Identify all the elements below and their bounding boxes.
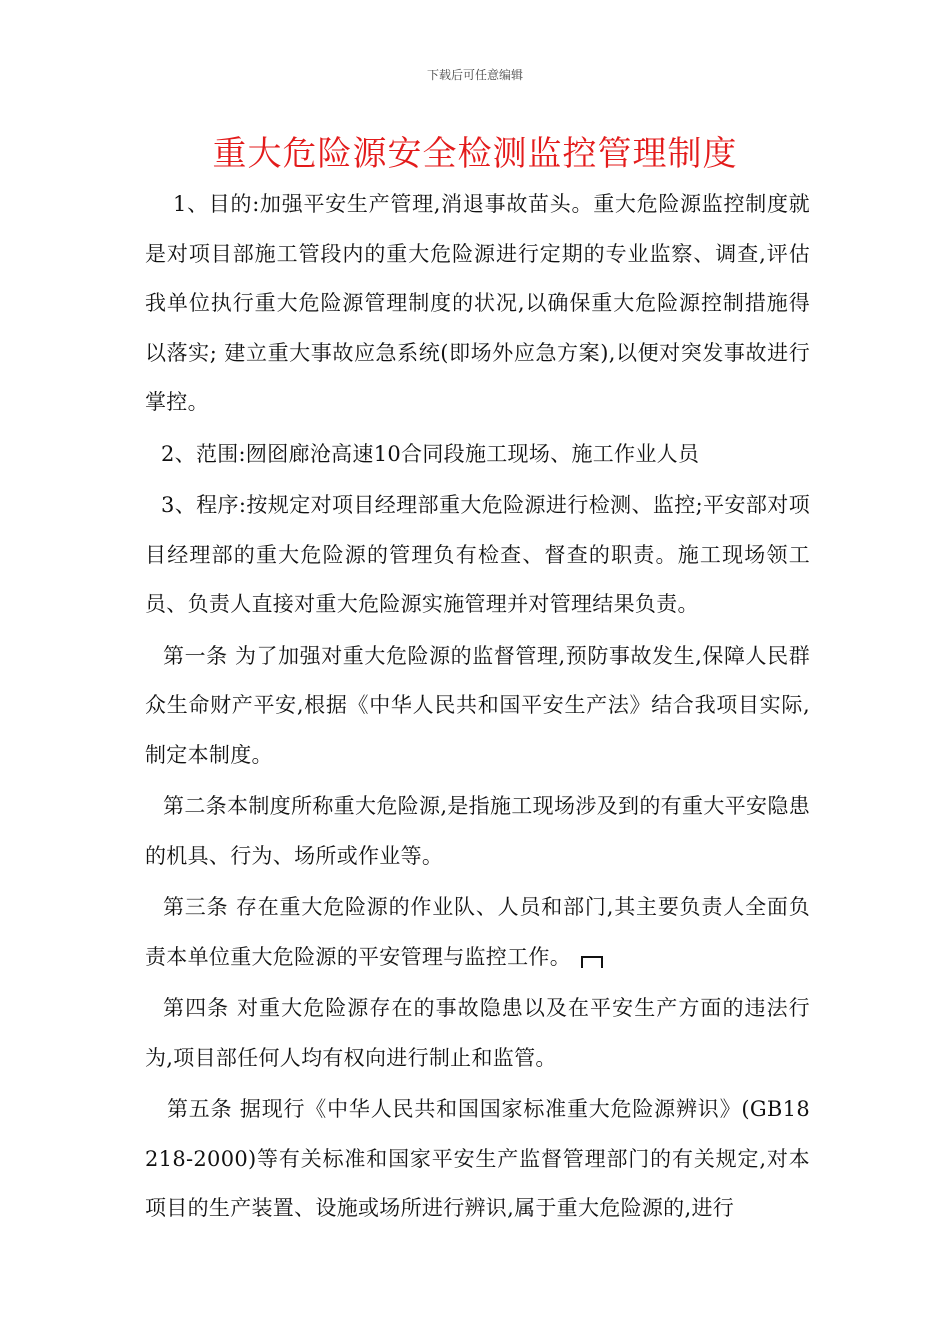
bracket-mark-icon <box>581 956 603 968</box>
paragraph-procedure: 3、程序:按规定对项目经理部重大危险源进行检测、监控;平安部对项目经理部的重大危险源的管理负有检查、督查的职责。施工现场领工员、负责人直接对重大危险源实施管理并对管理结果负责。 <box>145 493 810 616</box>
paragraph-article-3-text: 第三条 存在重大危险源的作业队、人员和部门,其主要负责人全面负责本单位重大危险源的平安管理与监控工作。 <box>145 895 810 969</box>
paragraph-article-4: 第四条 对重大危险源存在的事故隐患以及在平安生产方面的违法行为,项目部任何人均有权向进行制止和监管。 <box>145 996 810 1070</box>
paragraph-article-1: 第一条 为了加强对重大危险源的监督管理,预防事故发生,保障人民群众生命财产平安,根据《中华人民共和国平安生产法》结合我项目实际,制定本制度。 <box>145 643 810 767</box>
paragraph-article-2: 第二条本制度所称重大危险源,是指施工现场涉及到的有重大平安隐患的机具、行为、场所或作业等。 <box>145 794 810 868</box>
paragraph-article-5: 第五条 据现行《中华人民共和国国家标准重大危险源辨识》(GB18218-2000)等有关标准和国家平安生产监督管理部门的有关规定,对本项目的生产装置、设施或场所进行辨识,属于重大危险源的,进行 <box>145 1097 810 1220</box>
paragraph-scope: 2、范围:囫囵廊沧高速10合同段施工现场、施工作业人员 <box>161 441 700 466</box>
paragraph-article-3 <box>145 883 810 982</box>
document-body <box>145 180 810 1236</box>
paragraph-purpose: 1、目的:加强平安生产管理,消退事故苗头。重大危险源监控制度就是对项目部施工管段内的重大危险源进行定期的专业监察、调查,评估我单位执行重大危险源管理制度的状况,以确保重大危险源控制措施得以落实; 建立重大事故应急系统(即场外应急方案),以便对突发事故进行掌控。 <box>145 192 810 414</box>
document-title: 重大危险源安全检测监控管理制度 <box>212 134 738 174</box>
header-note: 下载后可任意编辑 <box>426 68 523 82</box>
